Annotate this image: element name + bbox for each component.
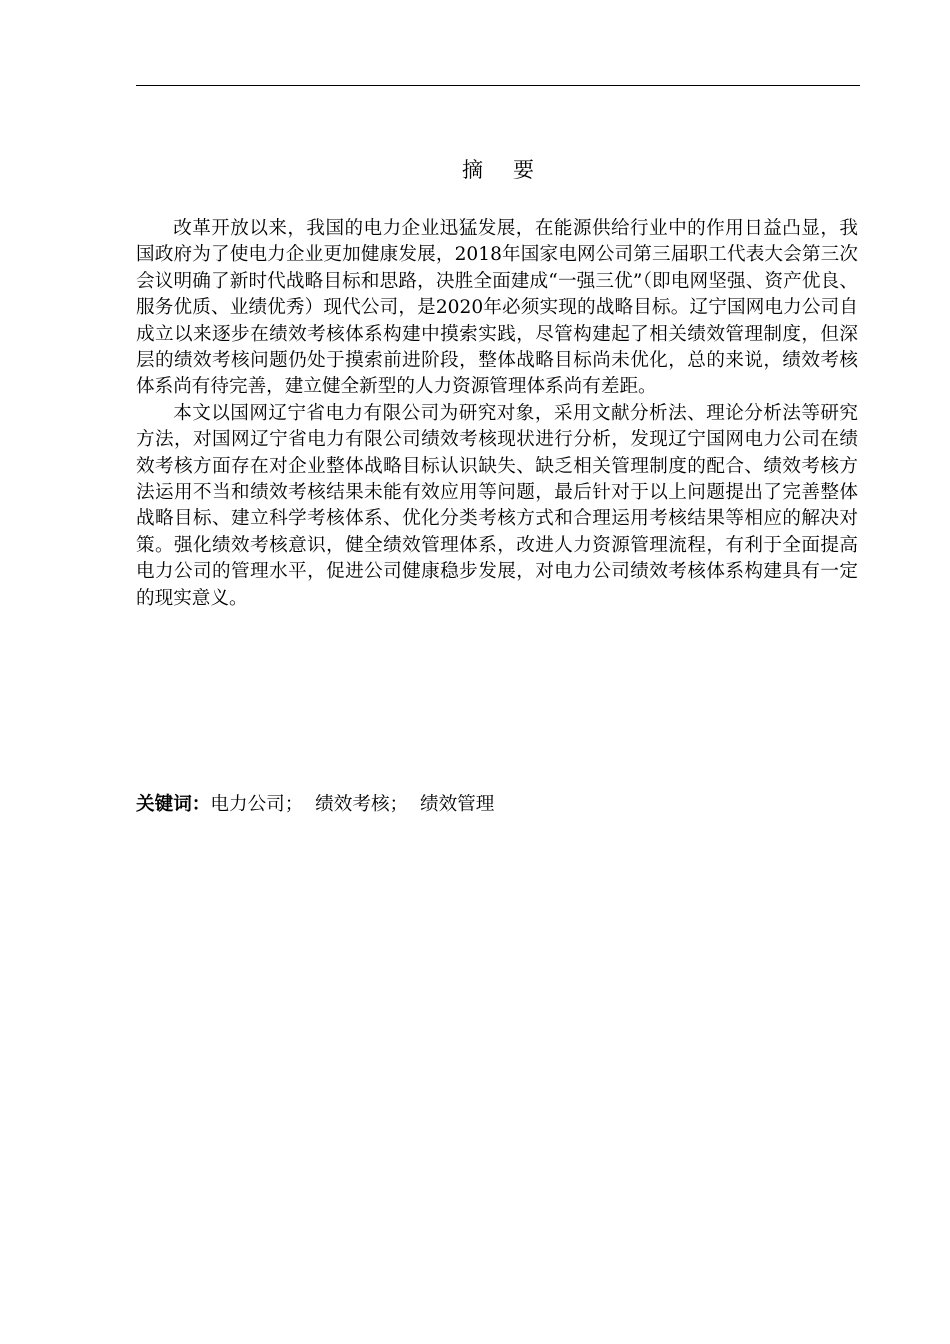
keywords-label: 关键词：	[136, 794, 211, 815]
abstract-paragraph-1: 改革开放以来，我国的电力企业迅猛发展，在能源供给行业中的作用日益凸显，我国政府为了使电力企业更加健康发展，2018年国家电网公司第三届职工代表大会第三次会议明确了新时代战略目标和思路，决胜全面建成“一强三优”（即电网坚强、资产优良、服务优质、业绩优秀）现代公司，是2020年必须实现的战略目标。辽宁国网电力公司自成立以来逐步在绩效考核体系构建中摸索实践，尽管构建起了相关绩效管理制度，但深层的绩效考核问题仍处于摸索前进阶段，整体战略目标尚未优化，总的来说，绩效考核体系尚有待完善，建立健全新型的人力资源管理体系尚有差距。	[136, 218, 858, 398]
abstract-paragraph-2: 本文以国网辽宁省电力有限公司为研究对象，采用文献分析法、理论分析法等研究方法，对国网辽宁省电力有限公司绩效考核现状进行分析，发现辽宁国网电力公司在绩效考核方面存在对企业整体战略目标认识缺失、缺乏相关管理制度的配合、绩效考核方法运用不当和绩效考核结果未能有效应用等问题，最后针对于以上问题提出了完善整体战略目标、建立科学考核体系、优化分类考核方式和合理运用考核结果等相应的解决对策。强化绩效考核意识，健全绩效管理体系，改进人力资源管理流程，有利于全面提高电力公司的管理水平，促进公司健康稳步发展，对电力公司绩效考核体系构建具有一定的现实意义。	[136, 402, 858, 609]
keywords-line	[136, 791, 860, 819]
abstract-body	[136, 216, 858, 612]
header-rule	[136, 85, 860, 86]
abstract-title: 摘要	[462, 158, 564, 182]
keywords-text: 电力公司； 绩效考核； 绩效管理	[210, 794, 495, 815]
